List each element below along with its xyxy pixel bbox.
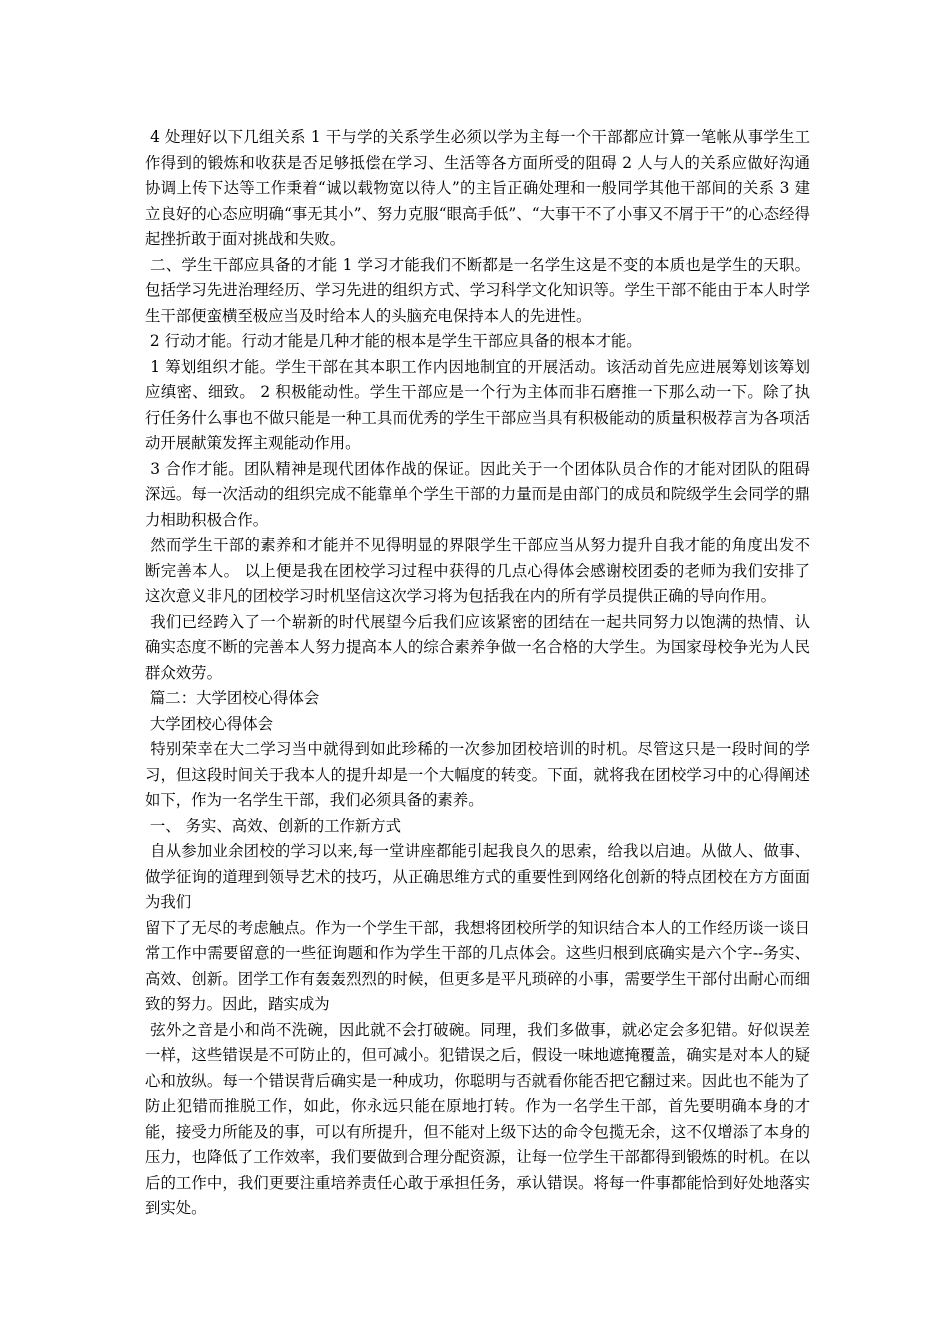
paragraph-conclusion: 然而学生干部的素养和才能并不见得明显的界限学生干部应当从努力提升自我才能的角度出发不断完善本人。 以上便是我在团校学习过程中获得的几点心得体会感谢校团委的老师为我们安排了这次意义非凡的团校学习时机坚信这次学习将为包括我在内的所有学员提供正确的导向作用。 [145,536,810,605]
paragraph-relationships: 4 处理好以下几组关系 1 干与学的关系学生必须以学为主每一个干部都应计算一笔帐从事学生工作得到的锻炼和收获是否足够抵偿在学习、生活等各方面所受的阻碍 2 人与人的关系应做好沟通协调上传下达等工作秉着“诚以载物宽以待人”的主旨正确处理和一般同学其他干部间的关系 3 建立良好的心态应明确“事无其小”、努力克服“眼高手低”、“大事干不了小事又不屑于干”的心态经得起挫折敢于面对挑战和失败。 [145,128,810,248]
paragraph-planning-ability: 1 筹划组织才能。学生干部在其本职工作内因地制宜的开展活动。该活动首先应进展筹划该筹划应缜密、细致。 2 积极能动性。学生干部应是一个行为主体而非石磨推一下那么动一下。除了执行任务什么事也不做只能是一种工具而优秀的学生干部应当具有积极能动的质量积极荐言为各项活动开展献策发挥主观能动作用。 [145,357,810,452]
paragraph-mistakes: 弦外之音是小和尚不洗碗，因此就不会打破碗。同理，我们多做事，就必定会多犯错。好似误差一样，这些错误是不可防止的，但可减小。犯错误之后，假设一味地遮掩覆盖，确实是对本人的疑心和放纵。每一个错误背后确实是一种成功，你聪明与否就看你能否把它翻过来。因此也不能为了防止犯错而推脱工作，如此，你永远只能在原地打转。作为一名学生干部，首先要明确本身的才能，接受力所能及的事，可以有所提升，但不能对上级下达的命令包揽无余，这不仅增添了本身的压力，也降低了工作效率，我们要做到合理分配资源，让每一位学生干部都得到锻炼的时机。在以后的工作中，我们更要注重培养责任心敢于承担任务，承认错误。将每一件事都能恰到好处地落实到实处。 [145,1020,810,1217]
section-heading: 篇二：大学团校心得体会 [145,689,320,707]
paragraph-work-experience: 留下了无尽的考虑触点。作为一个学生干部，我想将团校所学的知识结合本人的工作经历谈一谈日常工作中需要留意的一些征询题和作为学生干部的几点体会。这些归根到底确实是六个字--务实、高效、创新。团学工作有轰轰烈烈的时候，但更多是平凡琐碎的小事，需要学生干部付出耐心而细致的努力。因此，踏实成为 [145,918,810,1013]
paragraph-outlook: 我们已经跨入了一个崭新的时代展望今后我们应该紧密的团结在一起共同努力以饱满的热情、认确实态度不断的完善本人努力提高本人的综合素养争做一名合格的大学生。为国家母校争光为人民群众效劳。 [145,612,810,682]
paragraph-cooperation-ability: 3 合作才能。团队精神是现代团体作战的保证。因此关于一个团体队员合作的才能对团队的阻碍深远。每一次活动的组织完成不能靠单个学生干部的力量而是由部门的成员和院级学生会同学的鼎力相助积极合作。 [145,459,810,529]
subsection-heading: 一、 务实、高效、创新的工作新方式 [145,816,402,835]
document-body [145,125,810,1222]
paragraph-study-reflection: 自从参加业余团校的学习以来,每一堂讲座都能引起我良久的思索，给我以启迪。从做人、做事、做学征询的道理到领导艺术的技巧，从正确思维方式的重要性到网络化创新的特点团校在方方面面为我们 [145,842,810,911]
paragraph-action-ability: 2 行动才能。行动才能是几种才能的根本是学生干部应具备的根本才能。 [145,332,642,350]
paragraph-intro: 特别荣幸在大二学习当中就得到如此珍稀的一次参加团校培训的时机。尽管这只是一段时间的学习，但这段时间关于我本人的提升却是一个大幅度的转变。下面，就将我在团校学习中的心得阐述如下，作为一名学生干部，我们必须具备的素养。 [145,740,810,809]
paragraph-learning-ability: 二、学生干部应具备的才能 1 学习才能我们不断都是一名学生这是不变的本质也是学生的天职。包括学习先进治理经历、学习先进的组织方式、学习科学文化知识等。学生干部不能由于本人时学生干部便蛮横至极应当及时给本人的头脑充电保持本人的先进性。 [145,255,810,325]
article-title: 大学团校心得体会 [145,714,274,733]
